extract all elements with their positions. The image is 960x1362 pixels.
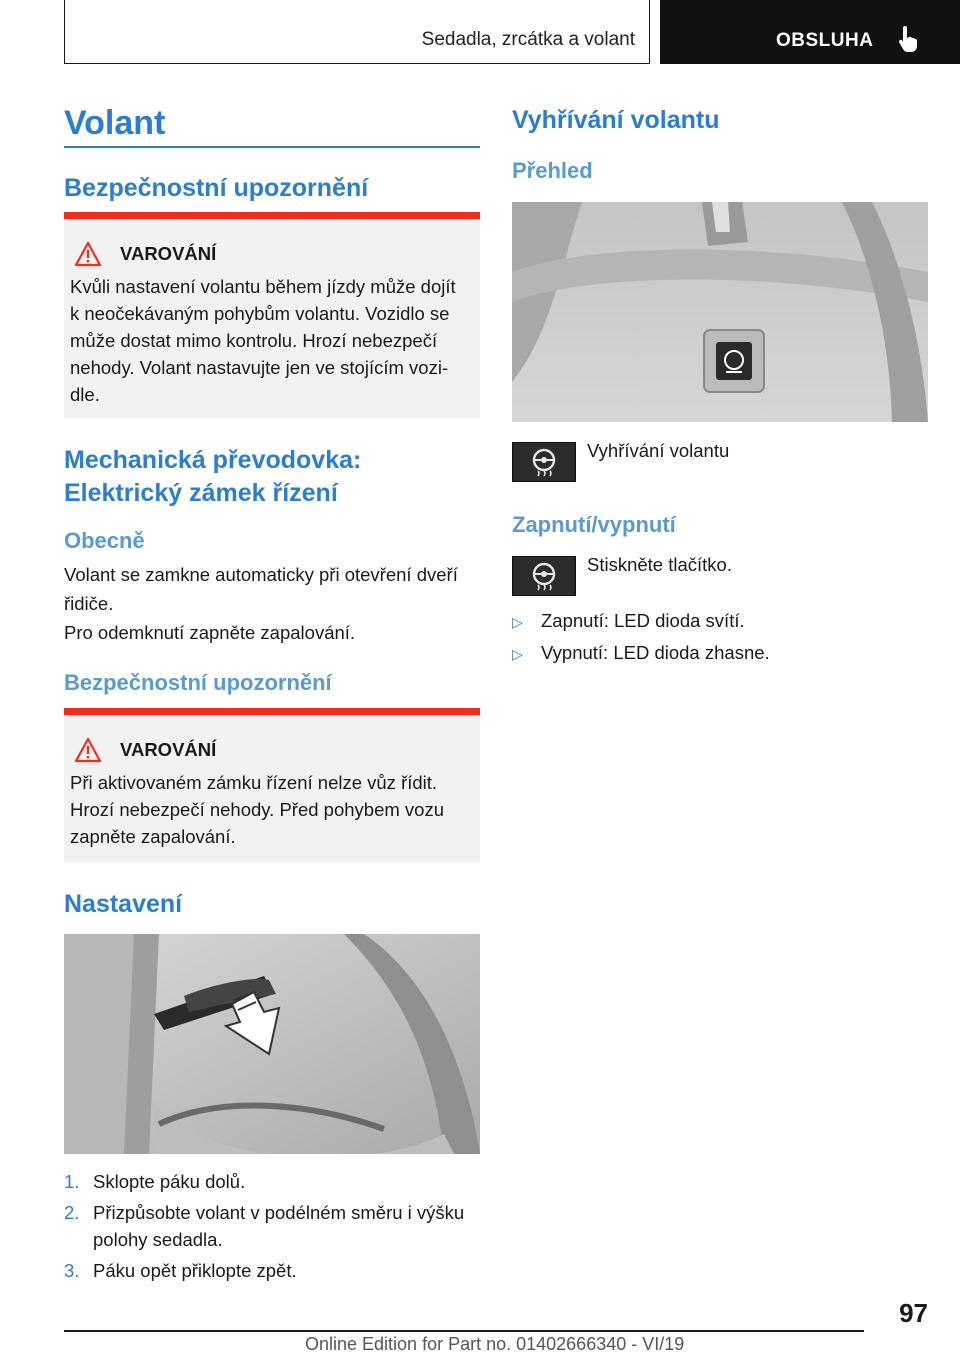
warning-triangle-icon (74, 737, 102, 763)
triangle-bullet-icon: ▷ (512, 614, 523, 630)
header-frame (64, 0, 650, 64)
step-line: Přizpůsobte volant v podélném směru i výšku (93, 1202, 465, 1223)
bullet-text: Zapnutí: LED dioda svítí. (541, 610, 745, 631)
onoff-heading: Zapnutí/vypnutí (512, 512, 676, 537)
step-text: Sklopte páku dolů. (93, 1171, 246, 1192)
onoff-button-image (512, 556, 576, 596)
page-number: 97 (899, 1298, 928, 1328)
heading-line: Mechanická převodovka: (64, 446, 362, 474)
warning-line: Při aktivovaném zámku řízení nelze vůz řídit. (70, 772, 438, 793)
step-number: 3. (64, 1260, 80, 1281)
safety-heading: Bezpečnostní upozornění (64, 174, 369, 202)
unlock-text: Pro odemknutí zapněte zapalování. (64, 622, 356, 643)
warning-line: dle. (70, 384, 100, 405)
heating-button-image (512, 442, 576, 482)
warning-line: může dostat mimo kontrolu. Hrozí nebezpečí (70, 330, 438, 351)
warning-line: Hrozí nebezpečí nehody. Před pohybem vozu (70, 799, 444, 820)
manual-transmission-heading (64, 444, 361, 510)
warning-line: nehody. Volant nastavujte jen ve stojícím vozi- (70, 357, 449, 378)
header-section-title: Sedadla, zrcátka a volant (421, 29, 635, 50)
overview-heading: Přehled (512, 158, 593, 183)
steering-lever-photo (64, 934, 480, 1154)
warning-text (70, 273, 470, 408)
step-number: 1. (64, 1171, 80, 1192)
triangle-bullet-icon: ▷ (512, 646, 523, 662)
page-title: Volant (64, 104, 166, 142)
warning-line: k neočekávaným pohybům volantu. Vozidlo se (70, 303, 450, 324)
heating-button-photo (512, 202, 928, 422)
adjust-heading: Nastavení (64, 890, 183, 918)
step-line: polohy sedadla. (93, 1229, 223, 1250)
step-text (93, 1199, 483, 1253)
safety-heading-2: Bezpečnostní upozornění (64, 670, 332, 695)
step-text: Páku opět přiklopte zpět. (93, 1260, 297, 1281)
steering-wheel-heat-icon (513, 443, 575, 481)
title-rule (64, 146, 480, 148)
general-text (64, 560, 484, 618)
press-text: Stiskněte tlačítko. (587, 554, 732, 575)
warning-line: Kvůli nastavení volantu během jízdy může dojít (70, 276, 456, 297)
heading-line: Elektrický zámek řízení (64, 479, 338, 507)
heating-caption: Vyhřívání volantu (587, 440, 730, 461)
header-tab-obsluha[interactable] (660, 0, 960, 64)
hand-pointer-icon (896, 26, 922, 54)
warning-triangle-icon (74, 241, 102, 267)
header-tab-label: OBSLUHA (776, 30, 874, 51)
footer-edition: Online Edition for Part no. 01402666340 - VI/19 (305, 1334, 685, 1354)
warning-box-2 (64, 708, 480, 862)
warning-box-1 (64, 212, 480, 418)
text-line: Volant se zamkne automaticky při otevření dveří (64, 564, 458, 585)
steering-wheel-heat-icon (513, 557, 575, 595)
footer-rule (64, 1330, 864, 1332)
warning-text (70, 769, 470, 850)
warning-title: VAROVÁNÍ (120, 739, 217, 760)
warning-title: VAROVÁNÍ (120, 243, 217, 264)
warning-line: zapněte zapalování. (70, 826, 236, 847)
general-heading: Obecně (64, 528, 145, 553)
heating-title: Vyhřívání volantu (512, 106, 720, 134)
text-line: řidiče. (64, 593, 114, 614)
step-number: 2. (64, 1202, 80, 1223)
bullet-text: Vypnutí: LED dioda zhasne. (541, 642, 770, 663)
